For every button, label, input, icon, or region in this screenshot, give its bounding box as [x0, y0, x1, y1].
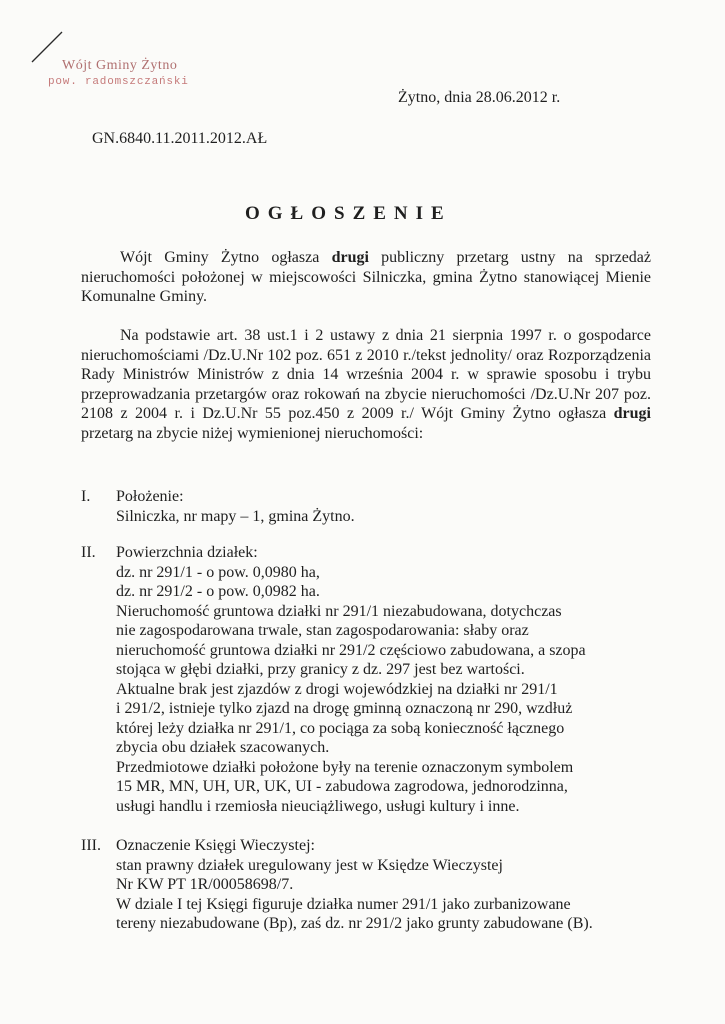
section-heading: Oznaczenie Księgi Wieczystej: — [116, 837, 315, 854]
section-heading: Powierzchnia działek: — [116, 544, 258, 561]
place-and-date: Żytno, dnia 28.06.2012 r. — [398, 89, 561, 106]
section-line: której leży działka nr 291/1, co pociąga za sobą konieczność łącznego — [116, 719, 565, 737]
stamp-office-name: Wójt Gminy Żytno — [62, 58, 178, 73]
legal-basis-paragraph: Na podstawie art. 38 ust.1 i 2 ustawy z dnia 21 sierpnia 1997 r. o gospodarce nieruchomościami /Dz.U.Nr 102 poz. 651 z 2010 r./tekst jednolity/ oraz Rozporządzenia Rady Ministrów Ministrów z dnia 14 września 2004 r. w sprawie sposobu i trybu przeprowadzania przetargów oraz rokowań na zbycie nieruchomości /Dz.U.Nr 207 poz. 2108 z 2004 r. i Dz.U.Nr 55 poz.450 z 2009 r./ Wójt Gminy Żytno ogłasza drugi przetarg na zbycie niżej wymienionej nieruchomości: — [81, 327, 651, 442]
section-number: I. — [81, 488, 91, 505]
section-line: dz. nr 291/1 - o pow. 0,0980 ha, — [116, 563, 320, 581]
section-line: nieruchomość gruntowa działki nr 291/2 częściowo zabudowana, a szopa — [116, 641, 586, 659]
section-line: Nr KW PT 1R/00058698/7. — [116, 876, 294, 893]
section-line: Aktualne brak jest zjazdów z drogi wojewódzkiej na działki nr 291/1 — [116, 680, 558, 698]
intro-paragraph: Wójt Gminy Żytno ogłasza drugi publiczny przetarg ustny na sprzedaż nieruchomości położonej w miejscowości Silniczka, gmina Żytno stanowiącej Mienie Komunalne Gminy. — [81, 249, 651, 305]
section-line: tereny niezabudowane (Bp), zaś dz. nr 291/2 jako grunty zabudowane (B). — [116, 915, 593, 932]
section-line: Przedmiotowe działki położone były na terenie oznaczonym symbolem — [116, 758, 574, 776]
section-heading: Położenie: — [116, 488, 184, 505]
reference-number: GN.6840.11.2011.2012.AŁ — [92, 130, 268, 147]
section-line: 15 MR, MN, UH, UR, UK, UI - zabudowa zagrodowa, jednorodzinna, — [116, 778, 568, 795]
section-line: i 291/2, istnieje tylko zjazd na drogę gminną oznaczoną nr 290, wzdłuż — [116, 700, 573, 717]
section-line: stojąca w głębi działki, przy granicy z dz. 297 jest bez wartości. — [116, 661, 525, 678]
stamp-county: pow. radomszczański — [48, 76, 189, 88]
office-stamp — [30, 28, 230, 98]
section-line: usługi handlu i rzemiosła nieuciążliwego, usługi kultury i inne. — [116, 797, 520, 815]
section-line: stan prawny działek uregulowany jest w Księdze Wieczystej — [116, 856, 503, 874]
section-line: zbycia obu działek szacowanych. — [116, 739, 330, 756]
section-line: Nieruchomość gruntowa działki nr 291/1 niezabudowana, dotychczas — [116, 602, 562, 620]
section-line: nie zagospodarowana trwale, stan zagospodarowania: słaby oraz — [116, 622, 529, 639]
section-line: dz. nr 291/2 - o pow. 0,0982 ha. — [116, 583, 320, 600]
document-title: OGŁOSZENIE — [245, 203, 452, 224]
section-line: W dziale I tej Księgi figuruje działka numer 291/1 jako zurbanizowane — [116, 895, 571, 913]
section-number: II. — [81, 544, 96, 561]
section-line: Silniczka, nr mapy – 1, gmina Żytno. — [116, 507, 355, 525]
section-number: III. — [81, 837, 101, 854]
